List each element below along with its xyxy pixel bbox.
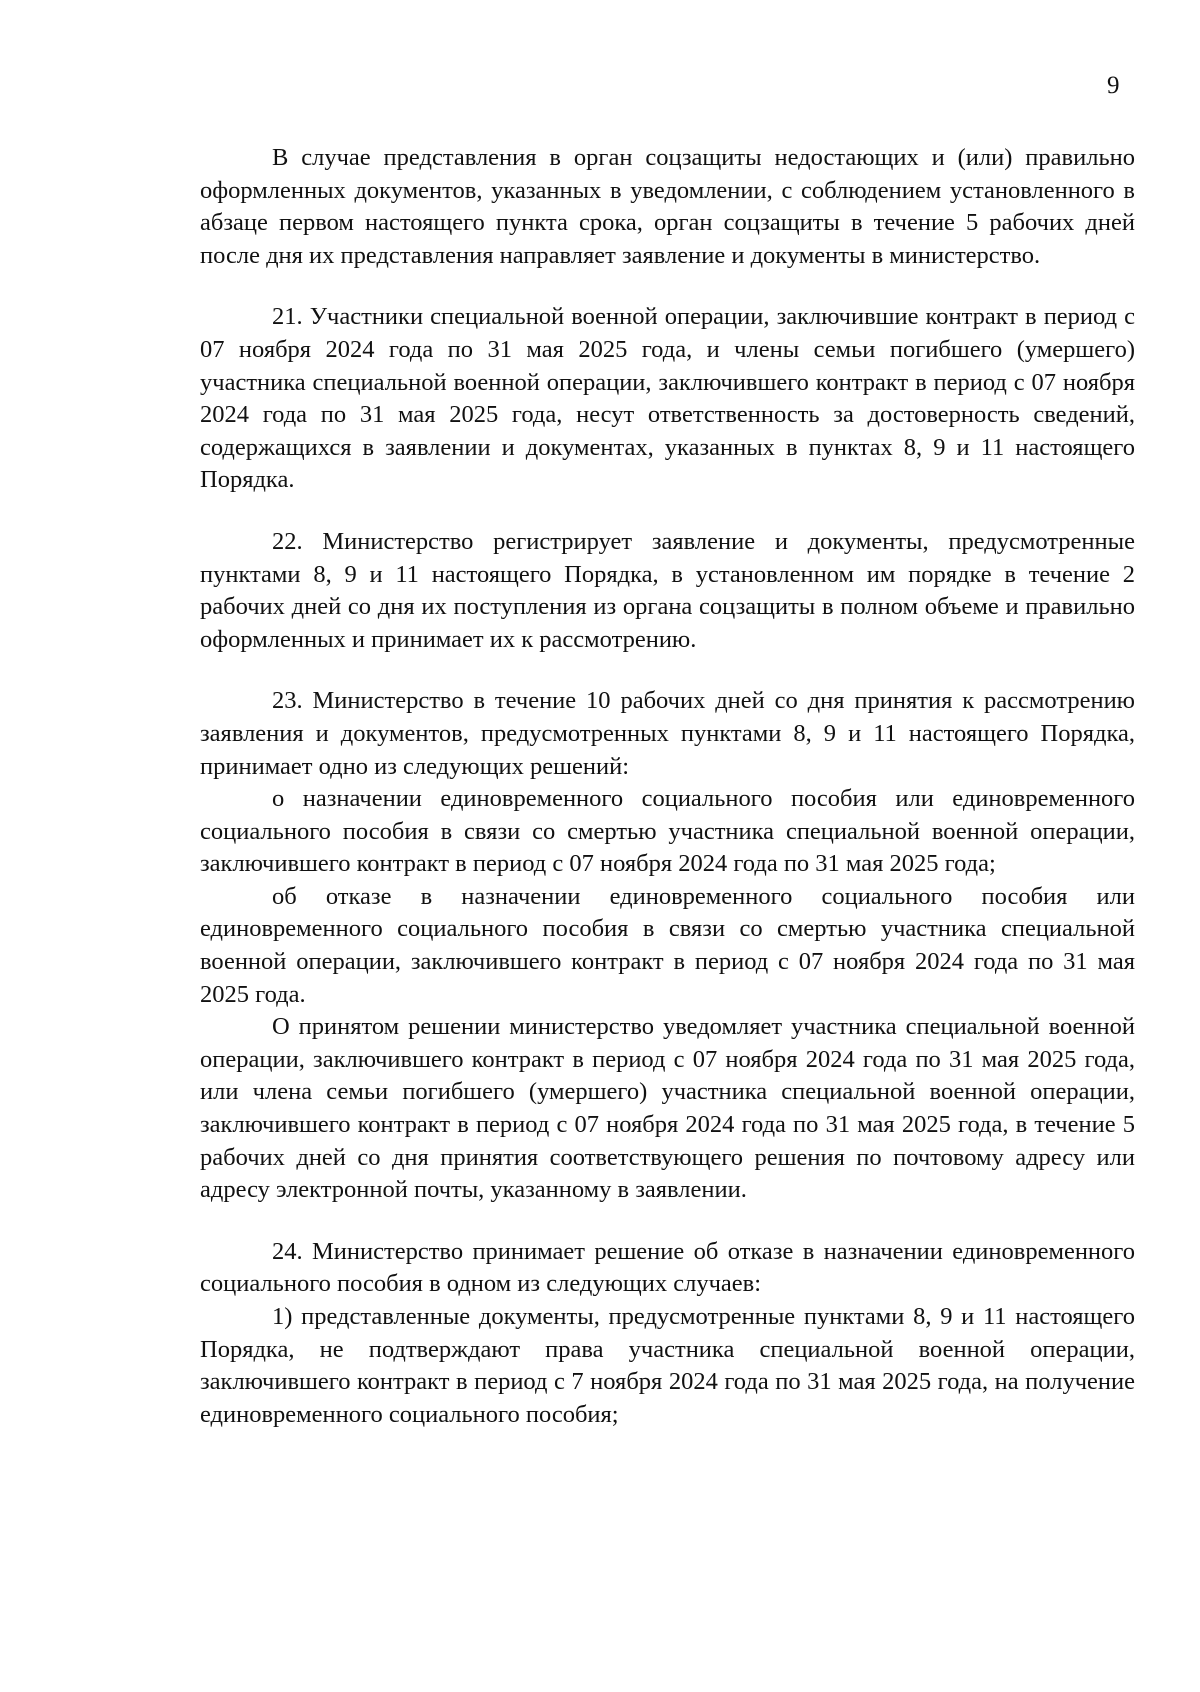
paragraph-23-decision-refusal: об отказе в назначении единовременного социального пособия или единовременного социального пособия в связи со смертью участника специальной военной операции, заключившего контракт в период с 07 ноября 2024 года по 31 мая 2025 года. [200, 882, 1135, 1008]
paragraph-social-protection-submission: В случае представления в орган соцзащиты недостающих и (или) правильно оформленных документов, указанных в уведомлении, с соблюдением установленного в абзаце первом настоящего пункта срока, орган соцзащиты в течение 5 рабочих дней после дня их представления направляет заявление и документы в министерство. [200, 144, 1135, 269]
page-number: 9 [1107, 72, 1120, 99]
document-body [200, 142, 1135, 1431]
paragraph-23-notification: О принятом решении министерство уведомляет участника специальной военной операции, заключившего контракт в период с 07 ноября 2024 года по 31 мая 2025 года, или члена семьи погибшего (умершего) участника специальной военной операции, заключившего контракт в период с 07 ноября 2024 года по 31 мая 2025 года, в течение 5 рабочих дней со дня принятия соответствующего решения по почтовому адресу или адресу электронной почты, указанному в заявлении. [200, 1013, 1135, 1204]
paragraph-24-item-1: 1) представленные документы, предусмотренные пунктами 8, 9 и 11 настоящего Порядка, не подтверждают права участника специальной военной операции, заключившего контракт в период с 7 ноября 2024 года по 31 мая 2025 года, на получение единовременного социального пособия; [200, 1303, 1135, 1428]
paragraph-23-decision-grant: о назначении единовременного социального пособия или единовременного социального пособия в связи со смертью участника специальной военной операции, заключившего контракт в период с 07 ноября 2024 года по 31 мая 2025 года; [200, 785, 1135, 878]
paragraph-21: 21. Участники специальной военной операции, заключившие контракт в период с 07 ноября 2024 года по 31 мая 2025 года, и члены семьи погибшего (умершего) участника специальной военной операции, заключившего контракт в период с 07 ноября 2024 года по 31 мая 2025 года, несут ответственность за достоверность сведений, содержащихся в заявлении и документах, указанных в пунктах 8, 9 и 11 настоящего Порядка. [200, 303, 1135, 494]
paragraph-23: 23. Министерство в течение 10 рабочих дней со дня принятия к рассмотрению заявления и документов, предусмотренных пунктами 8, 9 и 11 настоящего Порядка, принимает одно из следующих решений: [200, 687, 1135, 780]
paragraph-24: 24. Министерство принимает решение об отказе в назначении единовременного социального пособия в одном из следующих случаев: [200, 1237, 1135, 1298]
paragraph-22: 22. Министерство регистрирует заявление и документы, предусмотренные пунктами 8, 9 и 11 настоящего Порядка, в установленном им порядке в течение 2 рабочих дней со дня их поступления из органа соцзащиты в полном объеме и правильно оформленных и принимает их к рассмотрению. [200, 527, 1135, 653]
